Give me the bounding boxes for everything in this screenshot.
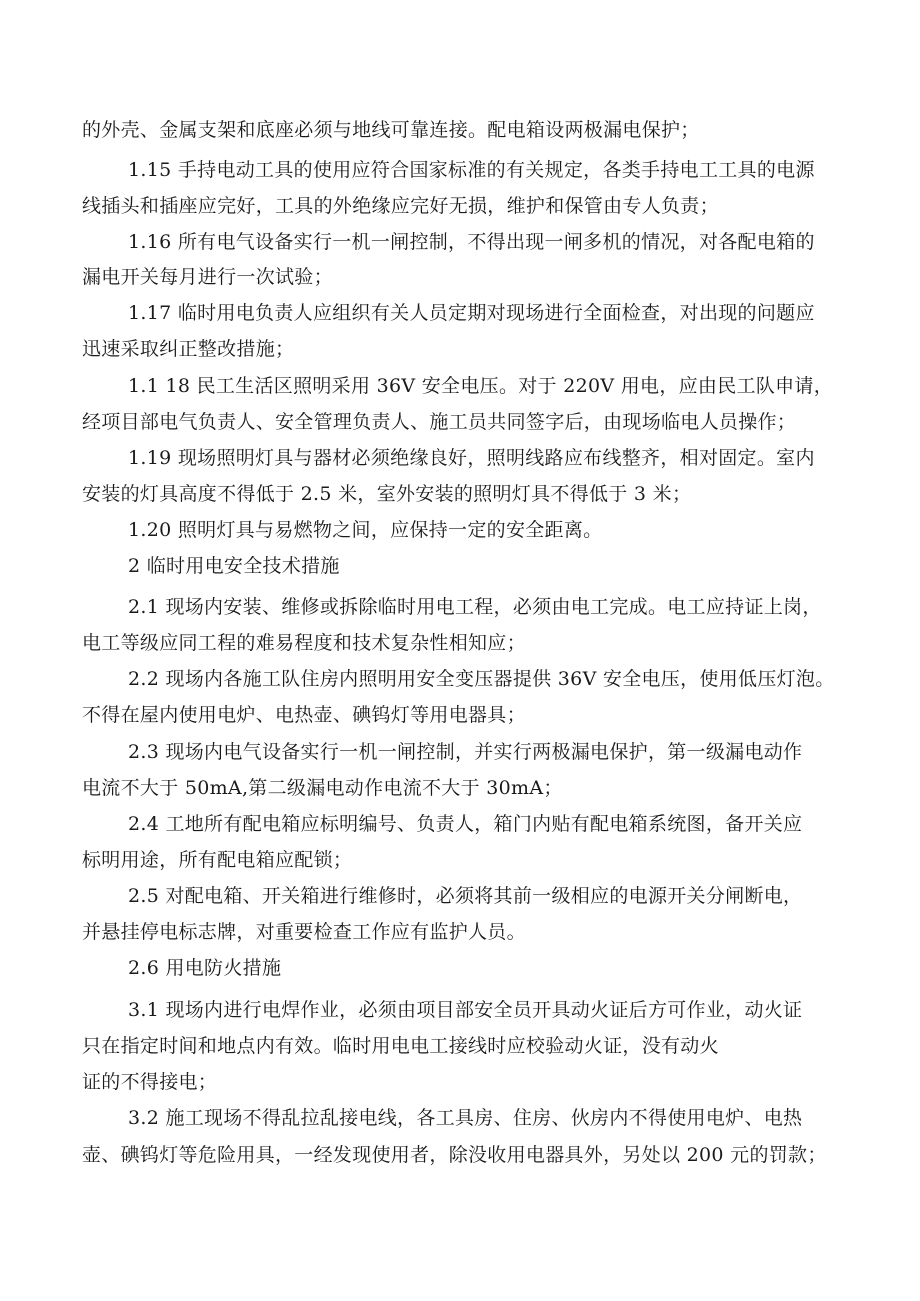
text-line: 并悬挂停电标志牌，对重要检查工作应有监护人员。 [82, 921, 526, 943]
text-line: 1.19 现场照明灯具与器材必须绝缘良好，照明线路应布线整齐，相对固定。室内 [128, 447, 815, 469]
text-line: 不得在屋内使用电炉、电热壶、碘钨灯等用电器具； [82, 704, 526, 726]
text-line: 电流不大于 50mA,第二级漏电动作电流不大于 30mA； [82, 777, 563, 799]
text-line: 标明用途，所有配电箱应配锁； [82, 849, 353, 871]
text-line: 1.15 手持电动工具的使用应符合国家标准的有关规定，各类手持电工工具的电源 [128, 159, 815, 181]
text-line: 电工等级应同工程的难易程度和技术复杂性相知应； [82, 632, 526, 654]
text-line: 2.1 现场内安装、维修或拆除临时用电工程，必须由电工完成。电工应持证上岗， [128, 596, 822, 618]
text-line: 的外壳、金属支架和底座必须与地线可靠连接。配电箱设两极漏电保护； [82, 119, 700, 141]
text-line: 1.1 18 民工生活区照明采用 36V 安全电压。对于 220V 用电，应由民工队申请， [128, 375, 834, 397]
text-line: 迅速采取纠正整改措施； [82, 338, 295, 360]
text-line: 2.4 工地所有配电箱应标明编号、负责人，箱门内贴有配电箱系统图，备开关应 [128, 813, 803, 835]
text-line: 2.5 对配电箱、开关箱进行维修时，必须将其前一级相应的电源开关分闸断电， [128, 885, 803, 907]
text-line: 壶、碘钨灯等危险用具，一经发现使用者，除没收用电器具外，另处以 200 元的罚款； [82, 1144, 827, 1166]
text-line: 证的不得接电； [82, 1071, 218, 1093]
text-line: 经项目部电气负责人、安全管理负责人、施工员共同签字后，由现场临电人员操作； [82, 411, 797, 433]
text-line: 2.2 现场内各施工队住房内照明用安全变压器提供 36V 安全电压，使用低压灯泡。 [128, 668, 835, 690]
text-line: 线插头和插座应完好，工具的外绝缘应完好无损，维护和保管由专人负责； [82, 195, 719, 217]
text-line: 3.2 施工现场不得乱拉乱接电线，各工具房、住房、伙房内不得使用电炉、电热 [128, 1107, 803, 1129]
text-line: 1.17 临时用电负责人应组织有关人员定期对现场进行全面检查，对出现的问题应 [128, 302, 815, 324]
text-line: 漏电开关每月进行一次试验； [82, 266, 333, 288]
text-line: 3.1 现场内进行电焊作业，必须由项目部安全员开具动火证后方可作业，动火证 [128, 999, 803, 1021]
text-line: 只在指定时间和地点内有效。临时用电电工接线时应校验动火证，没有动火 [82, 1035, 719, 1057]
text-line: 1.16 所有电气设备实行一机一闸控制，不得出现一闸多机的情况，对各配电箱的 [128, 231, 815, 253]
section-heading: 2 临时用电安全技术措施 [128, 555, 340, 577]
text-line: 2.3 现场内电气设备实行一机一闸控制，并实行两极漏电保护，第一级漏电动作 [128, 741, 803, 763]
section-heading: 2.6 用电防火措施 [128, 957, 282, 979]
text-line: 1.20 照明灯具与易燃物之间，应保持一定的安全距离。 [128, 519, 603, 541]
text-line: 安装的灯具高度不得低于 2.5 米，室外安装的照明灯具不得低于 3 米； [82, 483, 692, 505]
